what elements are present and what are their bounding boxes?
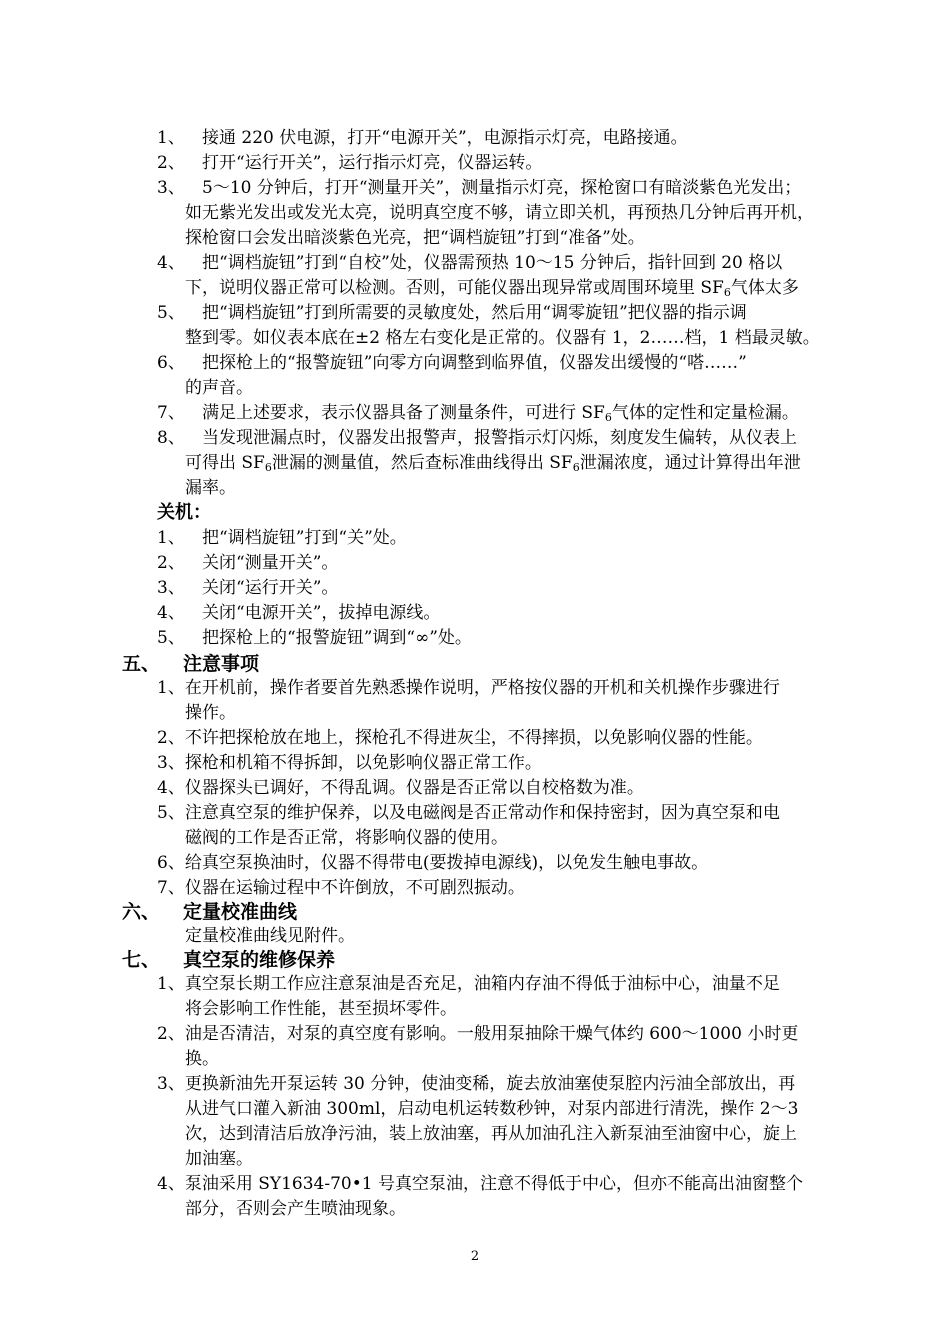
- list-item-text: 5～10 分钟后，打开“测量开关”，测量指示灯亮，探枪窗口有暗淡紫色光发出；: [202, 178, 802, 198]
- list-number: 6、: [157, 353, 185, 373]
- list-item-text: 接通 220 伏电源，打开“电源开关”，电源指示灯亮，电路接通。: [202, 128, 688, 148]
- list-number: 5、: [157, 628, 185, 648]
- list-item-text: 当发现泄漏点时，仪器发出报警声，报警指示灯闪烁，刻度发生偏转，从仪表上: [202, 428, 797, 448]
- list-item-text: 把“调档旋钮”打到所需要的灵敏度处，然后用“调零旋钮”把仪器的指示调: [202, 303, 747, 323]
- list-item-text: 打开“运行开关”，运行指示灯亮，仪器运转。: [202, 153, 543, 173]
- list-number: 4、: [157, 603, 185, 623]
- list-item-text: 4、泵油采用 SY1634-70•1 号真空泵油，注意不得低于中心，但亦不能高出油窗整个: [157, 1174, 803, 1194]
- list-item-text: 7、仪器在运输过程中不许倒放，不可剧烈振动。: [157, 878, 525, 898]
- list-item-text: 关闭“测量开关”。: [202, 553, 339, 573]
- list-number: 1、: [157, 128, 185, 148]
- list-number: 4、: [157, 253, 185, 273]
- page-number: 2: [470, 1249, 480, 1264]
- list-number: 8、: [157, 428, 185, 448]
- list-item-text: 从进气口灌入新油 300ml，启动电机运转数秒钟，对泵内部进行清洗，操作 2～3: [185, 1099, 799, 1119]
- list-item-text: 1、真空泵长期工作应注意泵油是否充足，油箱内存油不得低于油标中心，油量不足: [157, 974, 780, 994]
- list-item-text: 把探枪上的“报警旋钮”向零方向调整到临界值，仪器发出缓慢的“嗒……”: [202, 353, 747, 373]
- list-item-text: 6、给真空泵换油时，仪器不得带电(要拨掉电源线)，以免发生触电事故。: [157, 853, 709, 873]
- list-number: 5、: [157, 303, 185, 323]
- list-item-text: 加油塞。: [185, 1149, 253, 1169]
- list-item-text: 1、在开机前，操作者要首先熟悉操作说明，严格按仪器的开机和关机操作步骤进行: [157, 678, 780, 698]
- list-item-text: 次，达到清洁后放净污油，装上放油塞，再从加油孔注入新泵油至油窗中心，旋上: [185, 1124, 797, 1144]
- section-number: 七、: [122, 949, 161, 971]
- shutdown-title: 关机：: [157, 502, 211, 523]
- list-number: 3、: [157, 178, 185, 198]
- list-number: 3、: [157, 578, 185, 598]
- list-item-text: 满足上述要求，表示仪器具备了测量条件，可进行 $SF_6$气体的定性和定量检漏。: [202, 403, 799, 424]
- list-item-text: 2、油是否清洁，对泵的真空度有影响。一般用泵抽除干燥气体约 600～1000 小时更: [157, 1024, 799, 1044]
- list-item-text: 将会影响工作性能，甚至损坏零件。: [185, 999, 457, 1019]
- list-item-text: 4、仪器探头已调好，不得乱调。仪器是否正常以自校格数为准。: [157, 778, 644, 798]
- list-item-text: 把“调档旋钮”打到“关”处。: [202, 528, 407, 548]
- list-item-text: 2、不许把探枪放在地上，探枪孔不得进灰尘，不得摔损，以免影响仪器的性能。: [157, 728, 763, 748]
- list-item-text: 把探枪上的“报警旋钮”调到“∞”处。: [202, 628, 472, 648]
- list-number: 2、: [157, 153, 185, 173]
- list-item-text: 3、更换新油先开泵运转 30 分钟，使油变稀，旋去放油塞使泵腔内污油全部放出，再: [157, 1074, 796, 1094]
- list-item-text: 可得出 $SF_6$泄漏的测量值，然后查标准曲线得出 $SF_6$泄漏浓度，通过计算得出年泄: [185, 453, 801, 474]
- list-item-text: 换。: [185, 1049, 219, 1069]
- list-item-text: 部分，否则会产生喷油现象。: [185, 1199, 406, 1219]
- list-item-text: 3、探枪和机箱不得拆卸，以免影响仪器正常工作。: [157, 753, 542, 773]
- list-item-text: 把“调档旋钮”打到“自校”处，仪器需预热 10～15 分钟后，指针回到 20 格以: [202, 253, 783, 273]
- section-title: 注意事项: [183, 653, 260, 675]
- list-item-text: 操作。: [185, 703, 236, 723]
- list-item-text: 漏率。: [185, 478, 236, 498]
- list-item-text: 关闭“电源开关”，拔掉电源线。: [202, 603, 441, 623]
- list-number: 2、: [157, 553, 185, 573]
- section-title: 真空泵的维修保养: [183, 949, 336, 971]
- list-item-text: 整到零。如仪表本底在±2 格左右变化是正常的。仪器有 1，2……档，1 档最灵敏。: [185, 328, 820, 348]
- list-item-text: 探枪窗口会发出暗淡紫色光亮，把“调档旋钮”打到“准备”处。: [185, 228, 645, 248]
- section-number: 六、: [122, 901, 161, 923]
- list-item-text: 如无紫光发出或发光太亮，说明真空度不够，请立即关机，再预热几分钟后再开机，: [185, 203, 814, 223]
- list-item-text: 下，说明仪器正常可以检测。否则，可能仪器出现异常或周围环境里 $SF_6$气体太多: [185, 278, 799, 299]
- list-number: 7、: [157, 403, 185, 423]
- list-item-text: 磁阀的工作是否正常，将影响仪器的使用。: [185, 828, 508, 848]
- list-item-text: 5、注意真空泵的维护保养，以及电磁阀是否正常动作和保持密封，因为真空泵和电: [157, 803, 780, 823]
- section-number: 五、: [122, 653, 161, 675]
- section-title: 定量校准曲线: [183, 901, 298, 923]
- list-item-text: 关闭“运行开关”。: [202, 578, 339, 598]
- list-item-text: 的声音。: [185, 378, 253, 398]
- paragraph: 定量校准曲线见附件。: [185, 926, 355, 946]
- list-number: 1、: [157, 528, 185, 548]
